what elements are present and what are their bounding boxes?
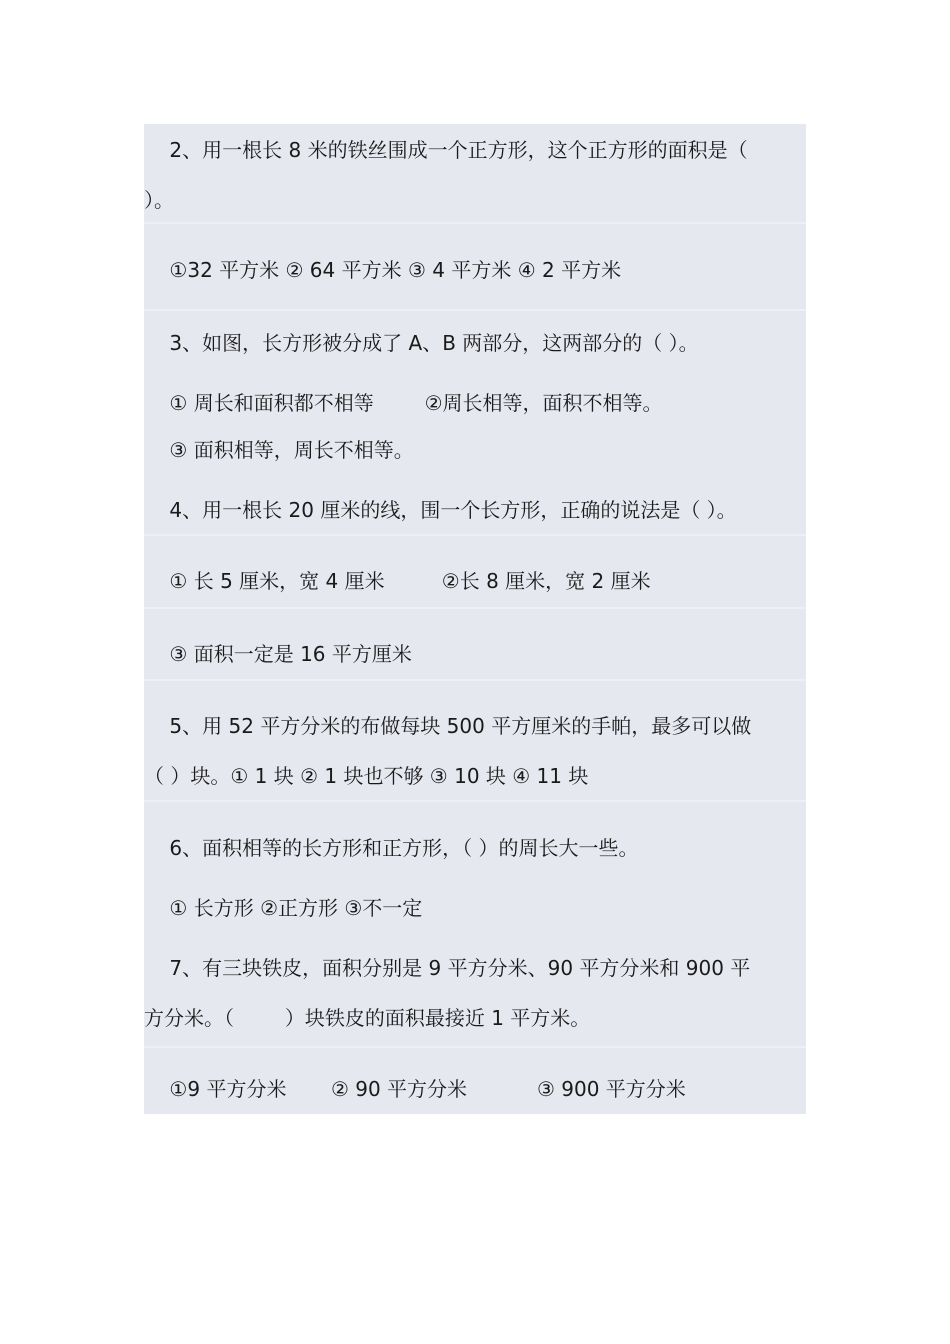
row-divider: [144, 1046, 806, 1048]
question-5-stem: 5、用 52 平方分米的布做每块 500 平方厘米的手帕，最多可以做: [144, 714, 752, 738]
question-4-options-line-2: ③ 面积一定是 16 平方厘米: [144, 642, 412, 666]
row-divider: [144, 607, 806, 609]
question-3-options-line-1: ① 周长和面积都不相等 ②周长相等，面积不相等。: [144, 391, 663, 415]
question-panel: [144, 124, 806, 1114]
question-7-stem: 7、有三块铁皮，面积分别是 9 平方分米、90 平方分米和 900 平: [144, 956, 751, 980]
question-3-options-line-2: ③ 面积相等，周长不相等。: [144, 438, 414, 462]
question-7-stem-continued: 方分米。（ ）块铁皮的面积最接近 1 平方米。: [144, 1006, 591, 1030]
question-4-stem: 4、用一根长 20 厘米的线，围一个长方形，正确的说法是（ ）。: [144, 498, 737, 522]
row-divider: [144, 679, 806, 681]
row-divider: [144, 800, 806, 802]
question-2-stem-continued: ）。: [144, 188, 174, 212]
row-divider: [144, 309, 806, 311]
row-divider: [144, 534, 806, 536]
question-5-stem-continued: （ ）块。① 1 块 ② 1 块也不够 ③ 10 块 ④ 11 块: [144, 764, 589, 788]
question-2-stem: 2、用一根长 8 米的铁丝围成一个正方形，这个正方形的面积是（: [144, 138, 748, 162]
row-divider: [144, 222, 806, 224]
question-4-options-line-1: ① 长 5 厘米，宽 4 厘米 ②长 8 厘米，宽 2 厘米: [144, 569, 651, 593]
question-6-options: ① 长方形 ②正方形 ③不一定: [144, 896, 423, 920]
question-3-stem: 3、如图，长方形被分成了 A、B 两部分，这两部分的（ ）。: [144, 331, 699, 355]
question-2-options: ①32 平方米 ② 64 平方米 ③ 4 平方米 ④ 2 平方米: [144, 258, 622, 282]
question-6-stem: 6、面积相等的长方形和正方形，（ ）的周长大一些。: [144, 836, 639, 860]
question-7-options: ①9 平方分米 ② 90 平方分米 ③ 900 平方分米: [144, 1077, 686, 1101]
